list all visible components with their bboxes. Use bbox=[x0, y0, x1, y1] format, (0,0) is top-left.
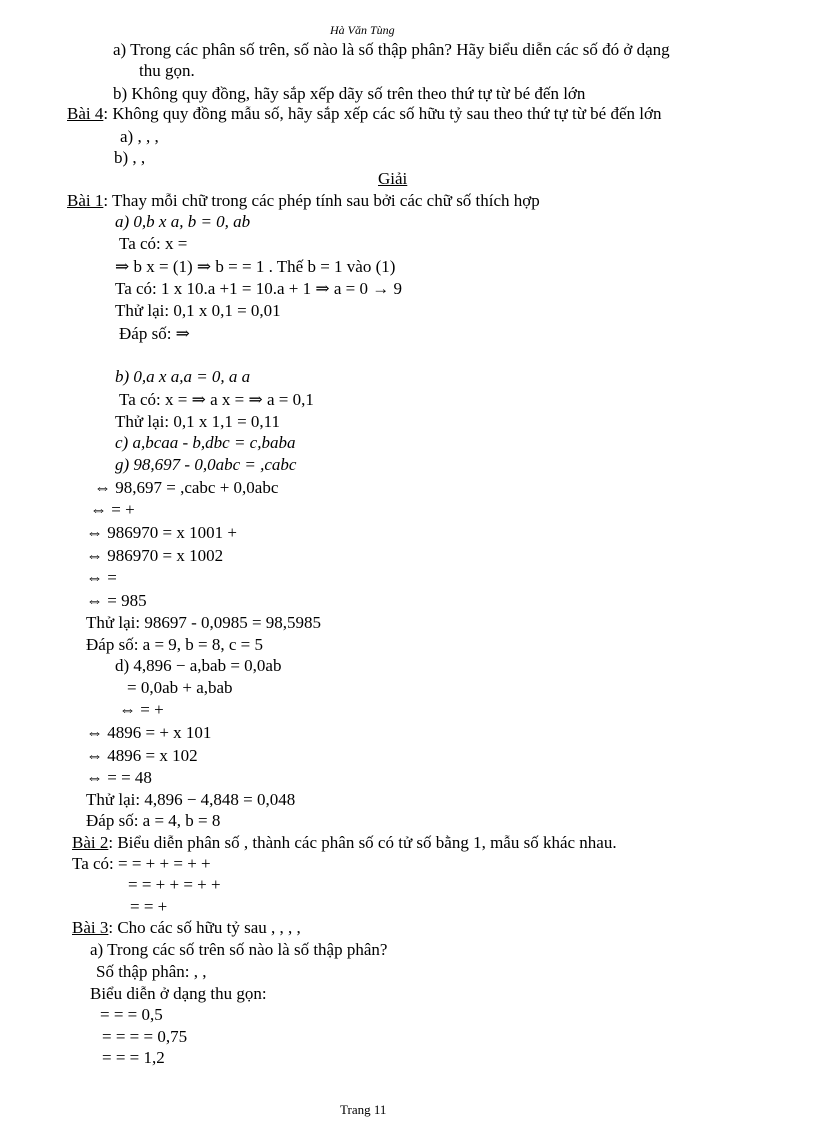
text-line: ⇔ 4896 = + x 101 bbox=[86, 723, 212, 742]
page-footer: Trang 11 bbox=[340, 1102, 387, 1117]
page-header: Hà Văn Tùng bbox=[330, 23, 395, 37]
text-line: Số thập phân: , , bbox=[96, 962, 207, 981]
math-line: g) 98,697 - 0,0abc = ,cabc bbox=[115, 455, 297, 474]
text-line: b) , , bbox=[114, 148, 146, 167]
text-line: Biểu diễn ở dạng thu gọn: bbox=[90, 984, 267, 1003]
text-line: Ta có: = = + + = + + bbox=[72, 854, 211, 873]
text-line: = = = = 0,75 bbox=[102, 1027, 188, 1046]
text-line: Ta có: x = ⇒ a x = ⇒ a = 0,1 bbox=[119, 390, 314, 409]
text-line: Ta có: x = bbox=[119, 234, 188, 253]
text-line: ⇔ = bbox=[86, 568, 117, 587]
text-line: = = = 0,5 bbox=[100, 1005, 163, 1024]
text-line: ⇔ 98,697 = ,cabc + 0,0abc bbox=[94, 478, 279, 497]
text-line: Thử lại: 0,1 x 1,1 = 0,11 bbox=[115, 412, 281, 431]
text-line: d) 4,896 − a,bab = 0,0ab bbox=[115, 656, 282, 675]
text-line: a) Trong các phân số trên, số nào là số thập phân? Hãy biểu diễn các số đó ở dạng bbox=[113, 40, 670, 59]
text-line: ⇔ = + bbox=[119, 700, 164, 719]
text-line: = = + bbox=[130, 897, 168, 916]
bai3-heading bbox=[72, 918, 301, 938]
text-line: ⇔ = + bbox=[90, 500, 135, 519]
section-title: Giải bbox=[378, 169, 408, 188]
text-line: = = = 1,2 bbox=[102, 1048, 165, 1067]
bai2-heading bbox=[72, 833, 617, 853]
bai1-heading bbox=[67, 191, 540, 211]
bai4-title: Bài 4 bbox=[67, 104, 104, 123]
text-line: ⇔ 986970 = x 1002 bbox=[86, 546, 224, 565]
bai4-text: : Không quy đồng mẫu số, hãy sắp xếp các số hữu tỷ sau theo thứ tự từ bé đến lớn bbox=[103, 104, 662, 123]
math-line: a) 0,b x a, b = 0, ab bbox=[115, 212, 251, 231]
text-line: Đáp số: a = 9, b = 8, c = 5 bbox=[86, 635, 264, 654]
text-line: a) Trong các số trên số nào là số thập phân? bbox=[90, 940, 388, 959]
text-line: b) Không quy đồng, hãy sắp xếp dãy số trên theo thứ tự từ bé đến lớn bbox=[113, 84, 586, 103]
bai3-title: Bài 3 bbox=[72, 918, 109, 937]
text-line: ⇔ 986970 = x 1001 + bbox=[86, 523, 237, 542]
math-line: c) a,bcaa - b,dbc = c,baba bbox=[115, 433, 296, 452]
text-line: Thử lại: 4,896 − 4,848 = 0,048 bbox=[86, 790, 296, 809]
text-line: ⇒ b x = (1) ⇒ b = = 1 . Thế b = 1 vào (1) bbox=[115, 257, 396, 276]
text-line: = 0,0ab + a,bab bbox=[127, 678, 233, 697]
bai1-title: Bài 1 bbox=[67, 191, 104, 210]
bai2-text: : Biểu diễn phân số , thành các phân số có tử số bằng 1, mẫu số khác nhau. bbox=[108, 833, 617, 852]
text-line: = = + + = + + bbox=[128, 875, 221, 894]
text-line: Thử lại: 0,1 x 0,1 = 0,01 bbox=[115, 301, 281, 320]
bai4-heading bbox=[67, 104, 661, 124]
text-line: ⇔ = 985 bbox=[86, 591, 147, 610]
text-line: ⇔ = = 48 bbox=[86, 768, 152, 787]
text-line: a) , , , bbox=[120, 127, 159, 146]
text-line: Ta có: 1 x 10.a +1 = 10.a + 1 ⇒ a = 0 → 9 bbox=[115, 279, 402, 298]
bai2-title: Bài 2 bbox=[72, 833, 109, 852]
text-line: thu gọn. bbox=[139, 61, 195, 80]
text-line: Đáp số: ⇒ bbox=[119, 324, 190, 343]
math-line: b) 0,a x a,a = 0, a a bbox=[115, 367, 251, 386]
text-line: Thử lại: 98697 - 0,0985 = 98,5985 bbox=[86, 613, 322, 632]
bai1-text: : Thay mỗi chữ trong các phép tính sau bởi các chữ số thích hợp bbox=[103, 191, 540, 210]
text-line: Đáp số: a = 4, b = 8 bbox=[86, 811, 221, 830]
bai3-text: : Cho các số hữu tỷ sau , , , , bbox=[108, 918, 301, 937]
text-line: ⇔ 4896 = x 102 bbox=[86, 746, 198, 765]
